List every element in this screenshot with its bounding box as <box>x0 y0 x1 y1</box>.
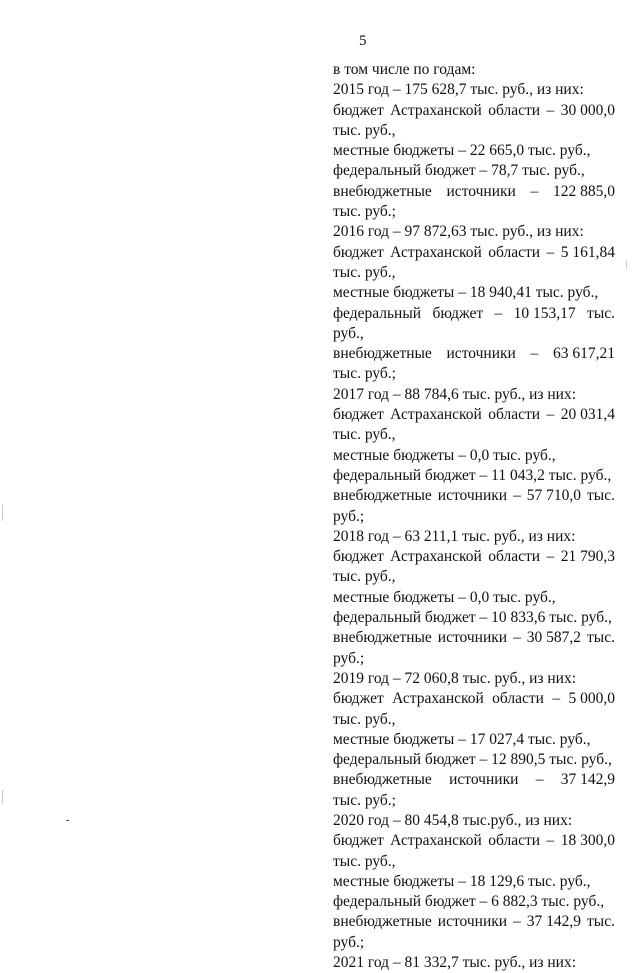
word: Астраханской <box>390 832 482 850</box>
text-line: тыс. руб.; <box>333 791 396 809</box>
text-line: местные бюджеты – 18 940,41 тыс. руб., <box>333 284 599 302</box>
text-line: федеральный бюджет – 10 833,6 тыс. руб., <box>333 609 612 627</box>
year-header: 2019 год – 72 060,8 тыс. руб., из них: <box>333 669 577 687</box>
margin-mark <box>66 820 69 821</box>
word: – <box>552 690 561 708</box>
justified-line <box>333 689 615 709</box>
margin-mark <box>2 505 3 521</box>
text-line: тыс. руб., <box>333 121 396 139</box>
word: бюджет <box>333 243 384 261</box>
word: – <box>513 629 521 647</box>
word: источники <box>437 629 508 647</box>
word: бюджет <box>333 832 384 850</box>
word: бюджет <box>432 304 484 322</box>
word: Астраханской <box>390 243 482 261</box>
text-line: федеральный бюджет – 6 882,3 тыс. руб., <box>333 893 605 911</box>
word: 37 142,9 <box>526 913 582 931</box>
word: бюджет <box>333 406 384 424</box>
text-line: федеральный бюджет – 11 043,2 тыс. руб., <box>333 466 612 484</box>
word: – <box>513 913 521 931</box>
word: 37 142,9 <box>560 771 615 789</box>
word: 30 000,0 <box>560 101 615 119</box>
word: 57 710,0 <box>526 487 582 505</box>
word: 10 153,17 <box>513 304 576 322</box>
word: – <box>546 832 555 850</box>
word: внебюджетные <box>333 771 432 789</box>
word: – <box>535 771 544 789</box>
justified-line <box>333 101 615 121</box>
word: бюджет <box>333 101 384 119</box>
word: 5 000,0 <box>568 690 615 708</box>
year-header: 2017 год – 88 784,6 тыс. руб., из них: <box>333 385 577 403</box>
page-number: 5 <box>359 33 367 49</box>
text-line: тыс. руб., <box>333 426 396 444</box>
word: тыс. <box>587 487 615 505</box>
justified-line <box>333 912 615 932</box>
year-header: 2016 год – 97 872,63 тыс. руб., из них: <box>333 223 584 241</box>
word: области <box>488 101 541 119</box>
word: области <box>488 832 541 850</box>
text-line: руб.; <box>333 933 365 951</box>
word: источники <box>437 913 508 931</box>
text-line: местные бюджеты – 0,0 тыс. руб., <box>333 446 556 464</box>
text-line: тыс. руб., <box>333 710 396 728</box>
word: источники <box>437 487 508 505</box>
word: тыс. <box>587 913 615 931</box>
margin-mark <box>2 790 3 804</box>
justified-line <box>333 405 615 425</box>
word: тыс. <box>587 304 615 322</box>
word: – <box>546 548 555 566</box>
word: области <box>488 406 541 424</box>
text-line: местные бюджеты – 0,0 тыс. руб., <box>333 588 556 606</box>
word: внебюджетные <box>333 182 432 200</box>
word: внебюджетные <box>333 487 432 505</box>
word: тыс. <box>587 629 615 647</box>
word: Астраханской <box>390 548 482 566</box>
closing-line: 2021 год – 81 332,7 тыс. руб., из них: <box>333 954 577 972</box>
word: Астраханской <box>390 101 482 119</box>
text-line: местные бюджеты – 22 665,0 тыс. руб., <box>333 142 591 160</box>
justified-line <box>333 831 615 851</box>
word: бюджет <box>333 548 384 566</box>
word: – <box>530 345 539 363</box>
word: Астраханской <box>390 406 482 424</box>
justified-line <box>333 344 615 364</box>
justified-line <box>333 182 615 202</box>
word: внебюджетные <box>333 629 432 647</box>
justified-line <box>333 770 615 790</box>
justified-line <box>333 486 615 506</box>
word: – <box>513 487 521 505</box>
justified-line <box>333 628 615 648</box>
text-line: федеральный бюджет – 12 890,5 тыс. руб., <box>333 751 612 769</box>
word: бюджет <box>333 690 384 708</box>
text-line: федеральный бюджет – 78,7 тыс. руб., <box>333 162 585 180</box>
text-line: руб.; <box>333 507 365 525</box>
word: 30 587,2 <box>526 629 582 647</box>
word: – <box>546 101 555 119</box>
year-header: 2018 год – 63 211,1 тыс. руб., из них: <box>333 527 576 545</box>
word: источники <box>446 182 516 200</box>
text-line: тыс. руб., <box>333 852 396 870</box>
word: 5 161,84 <box>560 243 615 261</box>
word: 63 617,21 <box>552 345 615 363</box>
justified-line <box>333 243 615 263</box>
intro-line: в том числе по годам: <box>333 61 476 78</box>
text-line: руб.; <box>333 649 365 667</box>
text-line: местные бюджеты – 18 129,6 тыс. руб., <box>333 872 591 890</box>
word: 18 300,0 <box>560 832 615 850</box>
word: области <box>488 243 541 261</box>
year-header: 2020 год – 80 454,8 тыс.руб., из них: <box>333 811 573 829</box>
word: 21 790,3 <box>560 548 615 566</box>
word: источники <box>446 345 516 363</box>
word: области <box>492 690 544 708</box>
text-line: тыс. руб., <box>333 263 396 281</box>
text-column <box>333 60 615 973</box>
margin-mark <box>626 261 627 269</box>
word: области <box>488 548 541 566</box>
word: 122 885,0 <box>552 182 615 200</box>
word: Астраханской <box>392 690 484 708</box>
text-line: местные бюджеты – 17 027,4 тыс. руб., <box>333 730 591 748</box>
word: источники <box>449 771 519 789</box>
word: – <box>494 304 503 322</box>
text-line: тыс. руб.; <box>333 203 396 221</box>
year-header: 2015 год – 175 628,7 тыс. руб., из них: <box>333 81 584 99</box>
word: – <box>546 243 555 261</box>
word: внебюджетные <box>333 913 432 931</box>
word: 20 031,4 <box>560 406 615 424</box>
word: – <box>546 406 555 424</box>
text-line: руб., <box>333 324 364 342</box>
text-line: тыс. руб.; <box>333 365 396 383</box>
justified-line <box>333 304 615 324</box>
word: внебюджетные <box>333 345 432 363</box>
text-line: тыс. руб., <box>333 568 396 586</box>
justified-line <box>333 547 615 567</box>
word: – <box>530 182 539 200</box>
word: федеральный <box>333 304 422 322</box>
